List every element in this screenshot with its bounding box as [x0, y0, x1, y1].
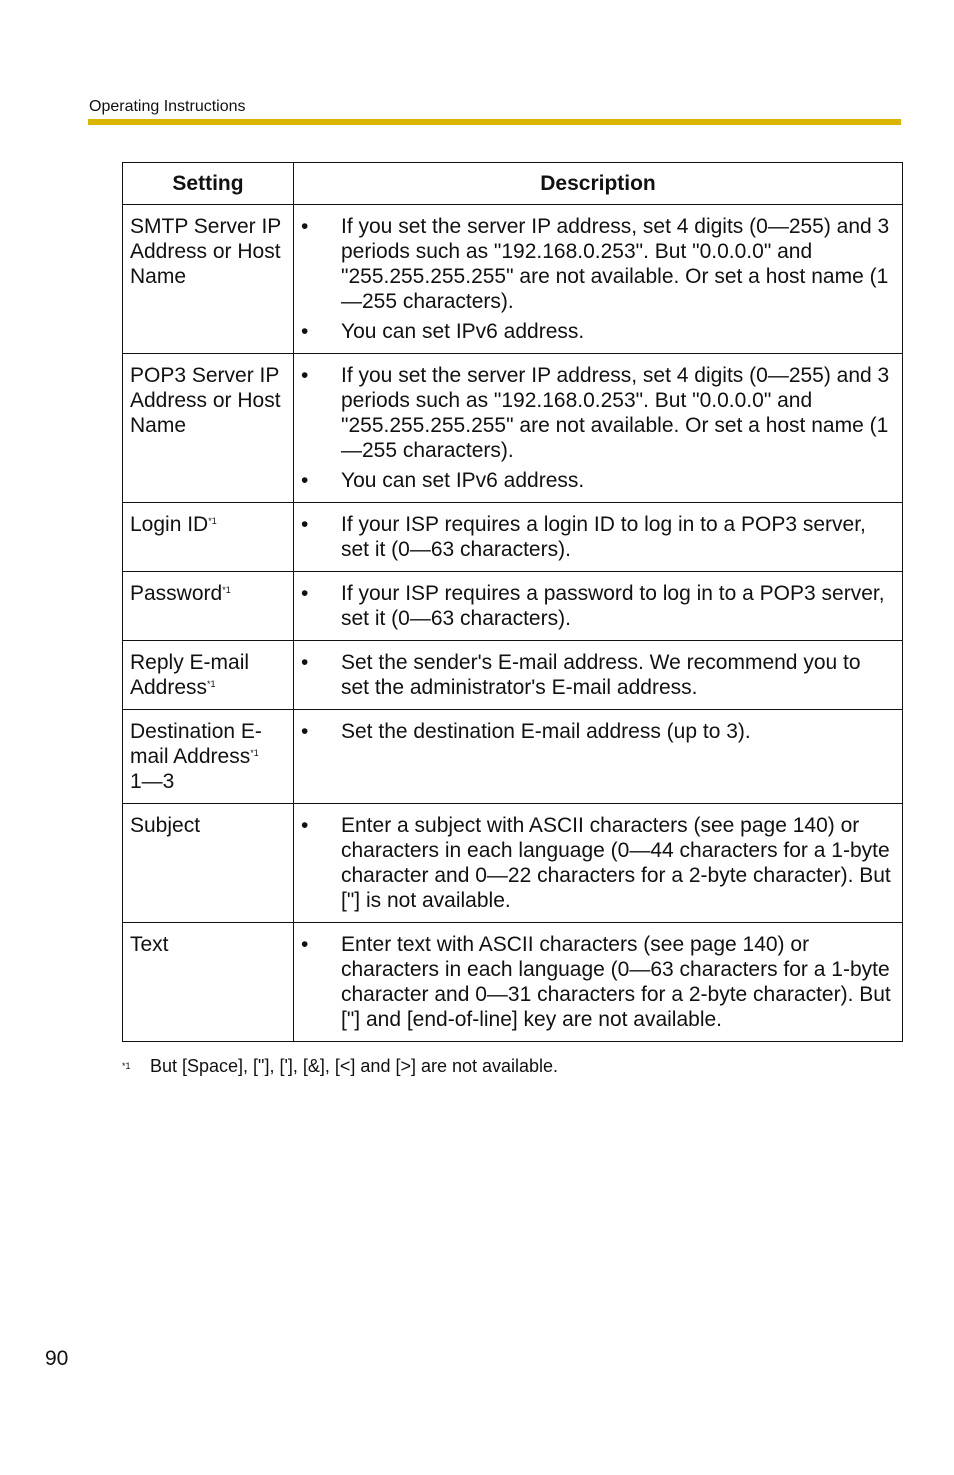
description-text: If you set the server IP address, set 4 digits (0—255) and 3 periods such as "192.168.0.253". But "0.0.0.0" and "255.255.255.255" are not available. Or set a host name (1—255 characters). — [341, 215, 890, 313]
table-row — [123, 641, 903, 710]
table-row — [123, 354, 903, 503]
setting-label: Password — [130, 582, 223, 605]
description-cell — [294, 503, 903, 572]
footnote-text: But [Space], ["], ['], [&], [<] and [>] are not available. — [150, 1056, 559, 1076]
description-text: Set the destination E-mail address (up to 3). — [341, 720, 751, 743]
description-list — [301, 363, 894, 493]
bullet-icon: • — [301, 651, 309, 674]
description-list — [301, 214, 894, 344]
description-cell — [294, 572, 903, 641]
setting-cell — [123, 710, 294, 804]
setting-label: Subject — [130, 814, 201, 837]
table-header-row — [123, 163, 903, 205]
setting-label: Reply E-mail Address — [130, 651, 250, 699]
description-list — [301, 581, 894, 631]
table-row — [123, 572, 903, 641]
setting-label: Login ID — [130, 513, 209, 536]
description-text: If your ISP requires a login ID to log in to a POP3 server, set it (0—63 characters). — [341, 513, 866, 561]
footnote-reference: *1 — [208, 516, 217, 526]
list-item — [301, 319, 894, 344]
setting-cell — [123, 641, 294, 710]
setting-cell — [123, 572, 294, 641]
description-list — [301, 813, 894, 913]
setting-label: POP3 Server IP Address or Host Name — [130, 364, 281, 437]
description-text: Enter text with ASCII characters (see page 140) or characters in each language (0—63 characters for a 1-byte character and 0—31 characters for a 2-byte character). But ["] and [end-of-line] key are not available. — [341, 933, 891, 1031]
footnote — [122, 1055, 558, 1077]
list-item — [301, 512, 894, 562]
bullet-icon: • — [301, 814, 309, 837]
list-item — [301, 214, 894, 314]
bullet-icon: • — [301, 582, 309, 605]
running-header: Operating Instructions — [89, 98, 246, 115]
bullet-icon: • — [301, 320, 309, 343]
description-cell — [294, 923, 903, 1042]
list-item — [301, 719, 894, 744]
list-item — [301, 932, 894, 1032]
setting-cell — [123, 804, 294, 923]
description-cell — [294, 804, 903, 923]
table-row — [123, 503, 903, 572]
description-list — [301, 650, 894, 700]
setting-label: SMTP Server IP Address or Host Name — [130, 215, 281, 288]
list-item — [301, 581, 894, 631]
setting-cell — [123, 503, 294, 572]
description-text: You can set IPv6 address. — [341, 469, 585, 492]
description-text: Set the sender's E-mail address. We recommend you to set the administrator's E-mail address. — [341, 651, 861, 699]
description-list — [301, 512, 894, 562]
setting-cell — [123, 205, 294, 354]
setting-cell — [123, 354, 294, 503]
table-row — [123, 710, 903, 804]
page-number: 90 — [45, 1347, 69, 1370]
bullet-icon: • — [301, 364, 309, 387]
table-row — [123, 804, 903, 923]
settings-table — [122, 162, 903, 1042]
list-item — [301, 363, 894, 463]
column-header-setting: Setting — [123, 163, 294, 205]
description-cell — [294, 205, 903, 354]
footnote-reference: *1 — [250, 748, 259, 758]
description-list — [301, 719, 894, 744]
table-row — [123, 205, 903, 354]
column-header-description: Description — [294, 163, 903, 205]
description-text: If your ISP requires a password to log in to a POP3 server, set it (0—63 characters). — [341, 582, 885, 630]
bullet-icon: • — [301, 933, 309, 956]
list-item — [301, 813, 894, 913]
description-cell — [294, 641, 903, 710]
table-row — [123, 923, 903, 1042]
header-rule — [88, 119, 901, 125]
description-text: You can set IPv6 address. — [341, 320, 585, 343]
list-item — [301, 468, 894, 493]
footnote-reference: *1 — [222, 585, 231, 595]
bullet-icon: • — [301, 720, 309, 743]
bullet-icon: • — [301, 469, 309, 492]
bullet-icon: • — [301, 513, 309, 536]
setting-label: Text — [130, 933, 169, 956]
description-cell — [294, 710, 903, 804]
setting-cell — [123, 923, 294, 1042]
list-item — [301, 650, 894, 700]
bullet-icon: • — [301, 215, 309, 238]
description-text: Enter a subject with ASCII characters (see page 140) or characters in each language (0—44 characters for a 1-byte character and 0—22 characters for a 2-byte character). But ["] is not available. — [341, 814, 891, 912]
footnote-mark: *1 — [122, 1061, 131, 1071]
description-list — [301, 932, 894, 1032]
setting-label: Destination E-mail Address — [130, 720, 262, 768]
footnote-reference: *1 — [207, 679, 216, 689]
setting-range: 1—3 — [130, 770, 175, 793]
description-cell — [294, 354, 903, 503]
description-text: If you set the server IP address, set 4 digits (0—255) and 3 periods such as "192.168.0.253". But "0.0.0.0" and "255.255.255.255" are not available. Or set a host name (1—255 characters). — [341, 364, 890, 462]
